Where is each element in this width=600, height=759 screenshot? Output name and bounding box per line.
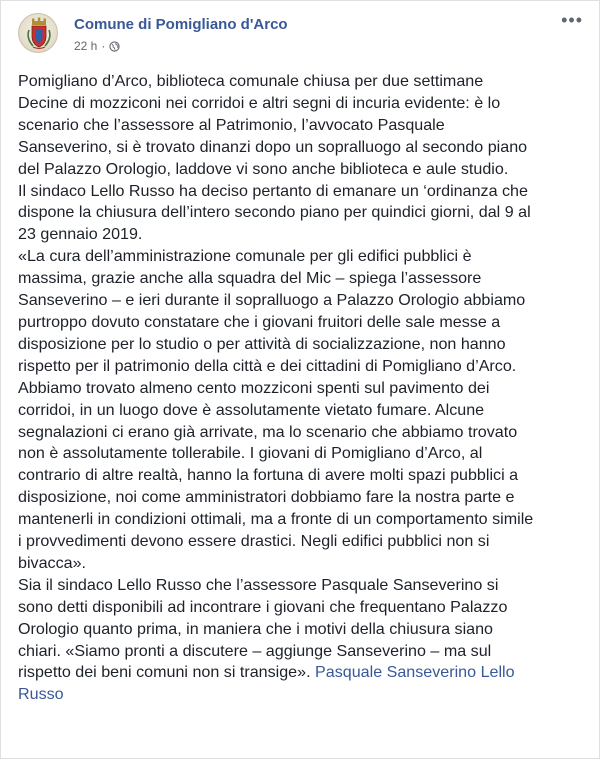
- post-line: contrario di altre realtà, hanno la fortuna di avere molti spazi pubblici a: [18, 466, 519, 485]
- post-line: i provvedimenti devono essere drastici. Negli edifici pubblici non si: [18, 532, 490, 551]
- post-line: Sanseverino, si è trovato dinanzi dopo un sopralluogo al secondo piano: [18, 137, 528, 156]
- post-line: del Palazzo Orologio, laddove vi sono anche biblioteca e aule studio.: [18, 159, 509, 178]
- post-line: purtroppo dovuto constatare che i giovani fruitori delle sale messe a: [18, 312, 501, 331]
- more-options-icon[interactable]: •••: [561, 10, 583, 30]
- post-line: Decine di mozziconi nei corridoi e altri segni di incuria evidente: è lo: [18, 93, 501, 112]
- post-line: corridoi, in un luogo dove è assolutamente vietato fumare. Alcune: [18, 400, 485, 419]
- post-line: mantenerli in condizioni ottimali, ma a fronte di un comportamento simile: [18, 510, 534, 529]
- page-avatar[interactable]: [18, 13, 58, 53]
- post-line-with-tags: [18, 662, 588, 684]
- municipal-coat-of-arms-icon: [19, 14, 58, 53]
- meta-separator: ·: [101, 39, 106, 53]
- post-line: Orologio quanto prima, in maniera che i motivi della chiusura siano: [18, 619, 494, 638]
- post-header: [18, 10, 589, 63]
- globe-icon[interactable]: [109, 41, 120, 52]
- tag-lello-russo-second[interactable]: Russo: [18, 685, 64, 704]
- post-timestamp[interactable]: 22 h: [74, 39, 98, 53]
- post-line: segnalazioni ci erano già arrivate, ma lo scenario che abbiamo trovato: [18, 422, 518, 441]
- post-text-fragment: rispetto dei beni comuni non si transige».: [18, 663, 311, 682]
- post-text: [18, 71, 588, 706]
- post-line: rispetto per il patrimonio della città e dei cittadini di Pomigliano d’Arco.: [18, 356, 517, 375]
- post-line: massima, grazie anche alla squadra del Mic – spiega l’assessore: [18, 269, 482, 288]
- post-line: disposizione, noi come amministratori dobbiamo fare la nostra parte e: [18, 488, 515, 507]
- post-line: Sanseverino – e ieri durante il sopralluogo a Palazzo Orologio abbiamo: [18, 291, 526, 310]
- post-line: chiari. «Siamo pronti a discutere – aggiunge Sanseverino – ma sul: [18, 641, 492, 660]
- page-name-link[interactable]: Comune di Pomigliano d'Arco: [74, 16, 288, 33]
- post-line: disposizione per lo studio o per attività di socializzazione, non hanno: [18, 334, 506, 353]
- post-line: scenario che l’assessore al Patrimonio, l’avvocato Pasquale: [18, 115, 445, 134]
- tag-pasquale-sanseverino[interactable]: Pasquale Sanseverino: [315, 663, 477, 682]
- tag-lello-russo-first[interactable]: Lello: [480, 663, 515, 682]
- post-meta: [74, 39, 120, 53]
- post-line: «La cura dell’amministrazione comunale per gli edifici pubblici è: [18, 247, 472, 266]
- post-line: sono detti disponibili ad incontrare i giovani che frequentano Palazzo: [18, 597, 508, 616]
- post-line: 23 gennaio 2019.: [18, 225, 143, 244]
- post-line: Abbiamo trovato almeno cento mozziconi spenti sul pavimento dei: [18, 378, 490, 397]
- post-line: bivacca».: [18, 553, 86, 572]
- post-line: non è assolutamente tollerabile. I giovani di Pomigliano d’Arco, al: [18, 444, 483, 463]
- post-line: Il sindaco Lello Russo ha deciso pertanto di emanare un ‘ordinanza che: [18, 181, 528, 200]
- post-line: Sia il sindaco Lello Russo che l’assessore Pasquale Sanseverino si: [18, 575, 499, 594]
- post-line: Pomigliano d’Arco, biblioteca comunale chiusa per due settimane: [18, 72, 484, 90]
- post-line: dispone la chiusura dell’intero secondo piano per quindici giorni, dal 9 al: [18, 203, 531, 222]
- post-line-with-tags: [18, 684, 588, 706]
